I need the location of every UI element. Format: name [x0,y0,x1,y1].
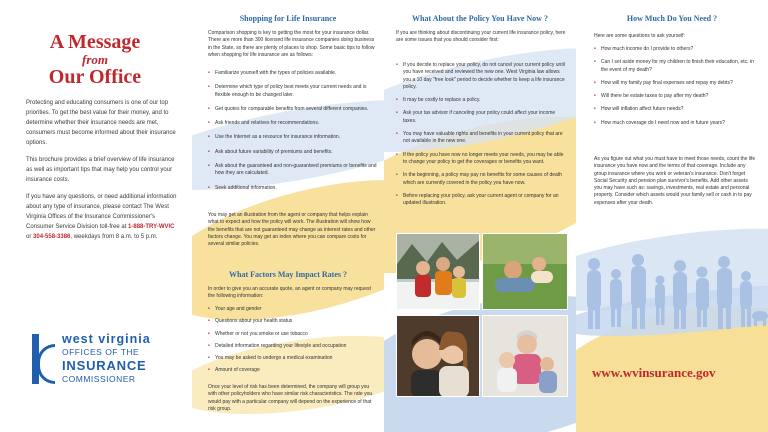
logo-mark-icon [28,334,54,384]
policy-panel [384,0,576,432]
list-item: • Ask friends and relatives for recommendations. [208,120,378,127]
how-much-questions-list [594,46,756,127]
shopping-intro: Comparison shopping is key to getting the most for your insurance dollar. There are more than 300 licensed life insurance companies doing business in the State, so there are plenty of places to shop. Some basic tips to follow when shopping for life insurance are as follows: [208,30,375,58]
list-item: • You may be asked to undergo a medical examination [208,355,378,362]
shopping-closing: You may get an illustration from the agent or company that helps explain what to expect and how the policy will work. The illustration will show how the benefits that are not guaranteed may change as interest rates and other factors change. You may get an index where you can compare costs for several similar policies. [208,212,376,248]
how-much-panel [576,0,768,432]
list-item: • If you decide to replace your policy, do not cancel your current policy until you have received and reviewed the new one. West Virginia law allows you a 10 day "free look" period to decide whether to keep a life insurance policy. [396,62,568,91]
photo-couple-portrait [396,315,480,397]
wv-insurance-logo [28,332,188,388]
list-item: • Ask about the guaranteed and non-guaranteed premiums or benefits and how they are calculated. [208,163,378,178]
list-item: • Questions about your health status [208,318,378,325]
policy-considerations-list [396,62,568,207]
logo-line-4: COMMISSIONER [62,374,136,384]
message-panel [0,0,190,432]
photo-grandparents [482,315,568,397]
policy-heading: What About the Policy You Have Now ? [412,14,548,23]
message-body [26,98,178,249]
title-line-1: A Message [49,31,141,53]
how-much-closing: As you figure out what you must have to meet those needs, count the life insurance you have now and the terms of that coverage. Include any group insurance where you work or veteran's insurance. Don't forget Social Security and pension plan survivor's benefits. Add other assets you may have such as: savings, investments, real estate and personal property. Consider which assets would your family sell or cash in to pay expenses after your death. [594,156,756,206]
shopping-heading: Shopping for Life Insurance [239,14,337,23]
list-item: • How will my family pay final expenses and repay my debts? [594,80,756,87]
contact-hours: , weekdays from 8 a.m. to 5 p.m. [70,234,158,240]
logo-line-3: INSURANCE [62,358,147,373]
shopping-tips-list [208,70,378,192]
how-much-intro: Here are some questions to ask yourself: [594,33,685,39]
list-item: • Will there be estate taxes to pay after my death? [594,93,756,100]
how-much-heading: How Much Do You Need ? [626,14,718,23]
message-title [0,32,190,87]
list-item: • Seek additional information. [208,185,378,192]
list-item: • Before replacing your policy, ask your current agent or company for an updated illustration. [396,193,568,208]
list-item: • In the beginning, a policy may pay no benefits for some causes of death which are currently covered in the policy you have now. [396,172,568,187]
factors-intro: In order to give you an accurate quote, an agent or company may request the following information: [208,286,371,300]
contact-text: If you have any questions, or need additional information about any type of insurance, please contact The West Virginia Offices of the Insurance Commissioner's Consumer Service Division toll-free at [26,194,177,230]
photo-father-kids [482,233,568,310]
shopping-panel [192,0,384,432]
list-item: • Can I set aside money for my children to finish their education, etc. in the event of my death? [594,59,756,74]
list-item: • If the policy you have now no longer meets your needs, you may be able to change your policy to get the coverages or benefits you want. [396,152,568,167]
list-item: • Determine which type of policy best meets your current needs and is flexible enough to be changed later. [208,84,378,99]
contact-paragraph [26,192,178,242]
photo-family-snow [396,233,480,310]
factors-list [208,306,378,375]
phone-number-tollfree: 1-888-TRY-WVIC [128,224,175,230]
list-item: • Amount of coverage [208,367,378,374]
list-item: • You may have valuable rights and benefits in your current policy that are not available in the new one. [396,131,568,146]
family-silhouette-icon [576,250,768,330]
list-item: • Get quotes for comparable benefits from several different companies. [208,106,378,113]
contact-or: or [26,234,34,240]
title-line-2: from [82,52,108,67]
list-item: • How much income do I provide to others? [594,46,756,53]
logo-line-2: OFFICES OF THE [62,347,140,357]
factors-closing: Once your level of risk has been determined, the company will group you with other policyholders who have similar risk characteristics. The rate you would pay with a particular company will depend on the experience of that risk group. [208,384,373,412]
message-paragraph: This brochure provides a brief overview of life insurance as well as important tips that may help you control your insurance costs. [26,157,175,183]
list-item: • Ask about future variability of premiums and benefits. [208,149,378,156]
logo-line-1: west virginia [62,332,151,346]
list-item: • Ask your tax advisor if canceling your policy could affect your income taxes. [396,110,568,125]
list-item: • How much coverage do I need now and in future years? [594,120,756,127]
message-paragraph: Protecting and educating consumers is one of our top priorities. To get the best value for their money, and to determine whether their insurance needs are met, consumers must become informed about their insurance options. [26,100,176,146]
list-item: • Detailed information regarding your lifestyle and occupation [208,343,378,350]
phone-number-local: 304-558-3386 [33,234,71,240]
list-item: • How will inflation affect future needs? [594,106,756,113]
list-item: • Use the Internet as a resource for insurance information. [208,134,378,141]
title-line-3: Our Office [48,66,142,88]
factors-heading: What Factors May Impact Rates ? [229,270,347,279]
policy-intro: If you are thinking about discontinuing your current life insurance policy, here are some issues that you should consider first: [396,30,566,44]
list-item: • Whether or not you smoke or use tobacco [208,331,378,338]
list-item: • Familiarize yourself with the types of policies available. [208,70,378,77]
website-link[interactable]: www.wvinsurance.gov [592,365,716,380]
list-item: • It may be costly to replace a policy. [396,97,568,104]
list-item: • Your age and gender [208,306,378,313]
